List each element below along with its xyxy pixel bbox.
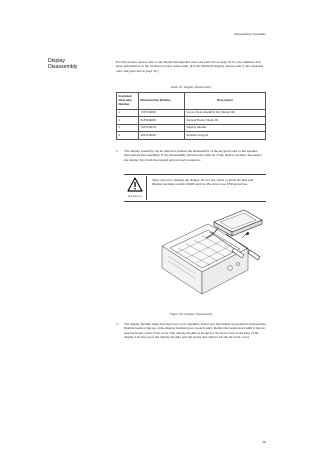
parts-table [116,92,266,140]
figure-caption: Figure 56. Display Disassembly [169,312,213,316]
cell-part: 0183944D01 [139,117,185,125]
intro-paragraph: For this section, please refer to the Model III exploded view and parts list on page 32 for part numbers and more information on the location of parts in the radio. (For the Model II display, please refer to the exploded view and parts list on page 34.) [116,60,264,73]
caution-box [124,174,266,202]
header-description: Description [185,93,266,110]
table-row [117,124,266,132]
cell-desc: Cover, Front Assembly Kit (Model III) [185,109,266,117]
step-2 [116,322,266,340]
table-caption: Table 20. Display Disassembly [170,85,212,89]
table-row [117,109,266,117]
direction-arrows [242,232,249,238]
caution-icon-panel [124,176,147,200]
step-2-number: 2. [116,322,119,326]
section-heading [48,58,108,70]
cell-desc: Display Module [185,124,266,132]
cell-item: 2 [117,117,139,125]
step-1 [116,149,266,162]
running-head: Disassembly/Assembly [234,32,266,36]
warning-triangle-icon [124,176,146,194]
table-row [117,117,266,125]
section-heading-line1: Display [48,58,66,64]
cell-part: 1505746082 [139,109,185,117]
section-heading-line2: Disassembly [48,64,78,71]
cell-item: 1 [117,109,139,117]
page-number: 69 [262,440,266,444]
cell-part: 7203726C01 [139,124,185,132]
table-row [117,132,266,140]
header-part-number: Motorola Part Number [139,93,185,110]
cell-desc: Keypad Board, Model III [185,117,266,125]
step-1-text: The display assembly can be removed without the disassembly of the keypad board or the speaker-microphone flex assembly. If the disassembly involves the removal of the display module, disconnect the display flex from the keypad option board connector. [124,149,262,162]
cell-desc: Retainer, Keypad [185,132,266,140]
cell-item: 6 [117,132,139,140]
caution-text: Take care not to damage the display. Do not rest, bend, or pinch the heat seal. Display modules contain CMOS devices. Be sure to use ESD protection. [152,178,254,187]
table-header-row [117,93,266,110]
display-disassembly-figure [148,208,266,308]
header-item-number: Exploded View Item Number [117,93,139,110]
caution-label: Caution [128,194,142,198]
step-1-number: 1. [116,149,119,153]
step-2-text: The display module snaps into the front cover assembly. Insert two flat-bladed screwdrivers between the flexible beam at the top of the display module (one on each side). Deflect the beam down until it moves past the hooks on the front cover. The display module is hooked to the front cover at the base of the display. Lift the top of the display module past the hooks and remove it from the front cover. [124,322,266,340]
cell-part: 4205214D01 [139,132,185,140]
cell-item: 5 [117,124,139,132]
